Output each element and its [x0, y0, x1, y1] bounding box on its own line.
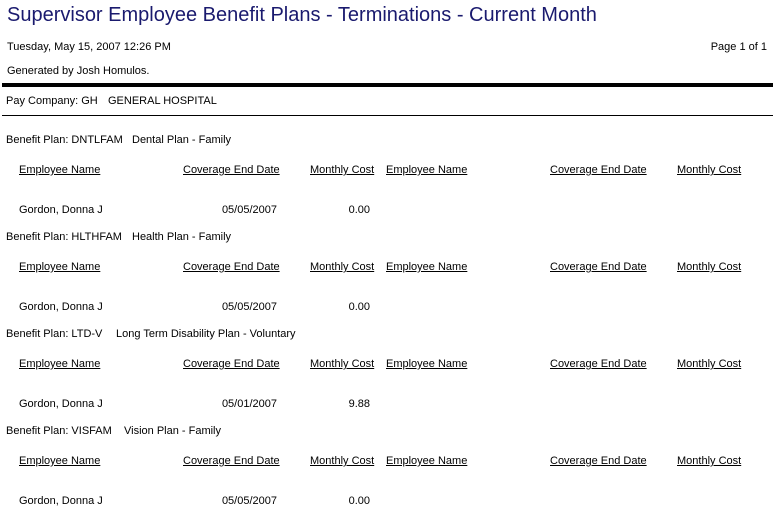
row-coverage-end-date: 05/05/2007: [221, 204, 277, 216]
row-monthly-cost: 0.00: [348, 204, 370, 216]
col-employee-name-2: Employee Name: [386, 455, 468, 467]
col-coverage-end-date-2: Coverage End Date: [550, 164, 647, 176]
col-coverage-end-date: Coverage End Date: [183, 164, 280, 176]
col-employee-name-2: Employee Name: [386, 358, 468, 370]
col-monthly-cost: Monthly Cost: [310, 455, 375, 467]
col-employee-name: Employee Name: [19, 358, 101, 370]
benefit-plan-label: Benefit Plan: LTD-V: [6, 328, 103, 340]
col-monthly-cost: Monthly Cost: [310, 164, 375, 176]
col-coverage-end-date-2: Coverage End Date: [550, 358, 647, 370]
row-coverage-end-date: 05/01/2007: [221, 398, 277, 410]
pay-company-name: GENERAL HOSPITAL: [108, 95, 217, 107]
col-coverage-end-date: Coverage End Date: [183, 358, 280, 370]
col-employee-name: Employee Name: [19, 455, 101, 467]
col-employee-name: Employee Name: [19, 261, 101, 273]
col-monthly-cost: Monthly Cost: [310, 261, 375, 273]
row-employee-name: Gordon, Donna J: [19, 301, 103, 313]
report-datetime: Tuesday, May 15, 2007 12:26 PM: [7, 41, 171, 53]
row-monthly-cost: 9.88: [348, 398, 370, 410]
col-monthly-cost-2: Monthly Cost: [677, 261, 742, 273]
benefit-plan-name: Dental Plan - Family: [132, 134, 232, 146]
pay-company-divider: [2, 115, 773, 116]
row-employee-name: Gordon, Donna J: [19, 398, 103, 410]
benefit-plan-section: [0, 132, 775, 229]
row-coverage-end-date: 05/05/2007: [221, 301, 277, 313]
col-coverage-end-date-2: Coverage End Date: [550, 261, 647, 273]
benefit-plan-name: Vision Plan - Family: [124, 425, 221, 437]
page-indicator: Page 1 of 1: [710, 41, 767, 53]
benefit-plan-section: [0, 229, 775, 326]
col-coverage-end-date: Coverage End Date: [183, 261, 280, 273]
benefit-plan-section: [0, 326, 775, 423]
benefit-plan-section: [0, 423, 775, 520]
pay-company-label: Pay Company: GH: [6, 95, 98, 107]
row-monthly-cost: 0.00: [348, 495, 370, 507]
row-coverage-end-date: 05/05/2007: [221, 495, 277, 507]
generated-by: Generated by Josh Homulos.: [7, 65, 150, 77]
benefit-plan-label: Benefit Plan: VISFAM: [6, 425, 112, 437]
row-monthly-cost: 0.00: [348, 301, 370, 313]
benefit-plan-label: Benefit Plan: HLTHFAM: [6, 231, 122, 243]
col-coverage-end-date: Coverage End Date: [183, 455, 280, 467]
col-monthly-cost-2: Monthly Cost: [677, 164, 742, 176]
row-employee-name: Gordon, Donna J: [19, 204, 103, 216]
header-divider: [2, 83, 773, 87]
col-employee-name: Employee Name: [19, 164, 101, 176]
col-monthly-cost-2: Monthly Cost: [677, 358, 742, 370]
col-employee-name-2: Employee Name: [386, 164, 468, 176]
benefit-plan-name: Long Term Disability Plan - Voluntary: [116, 328, 296, 340]
report-title: Supervisor Employee Benefit Plans - Terminations - Current Month: [7, 4, 597, 26]
col-employee-name-2: Employee Name: [386, 261, 468, 273]
col-coverage-end-date-2: Coverage End Date: [550, 455, 647, 467]
col-monthly-cost-2: Monthly Cost: [677, 455, 742, 467]
benefit-plan-label: Benefit Plan: DNTLFAM: [6, 134, 123, 146]
col-monthly-cost: Monthly Cost: [310, 358, 375, 370]
benefit-plan-name: Health Plan - Family: [132, 231, 232, 243]
row-employee-name: Gordon, Donna J: [19, 495, 103, 507]
